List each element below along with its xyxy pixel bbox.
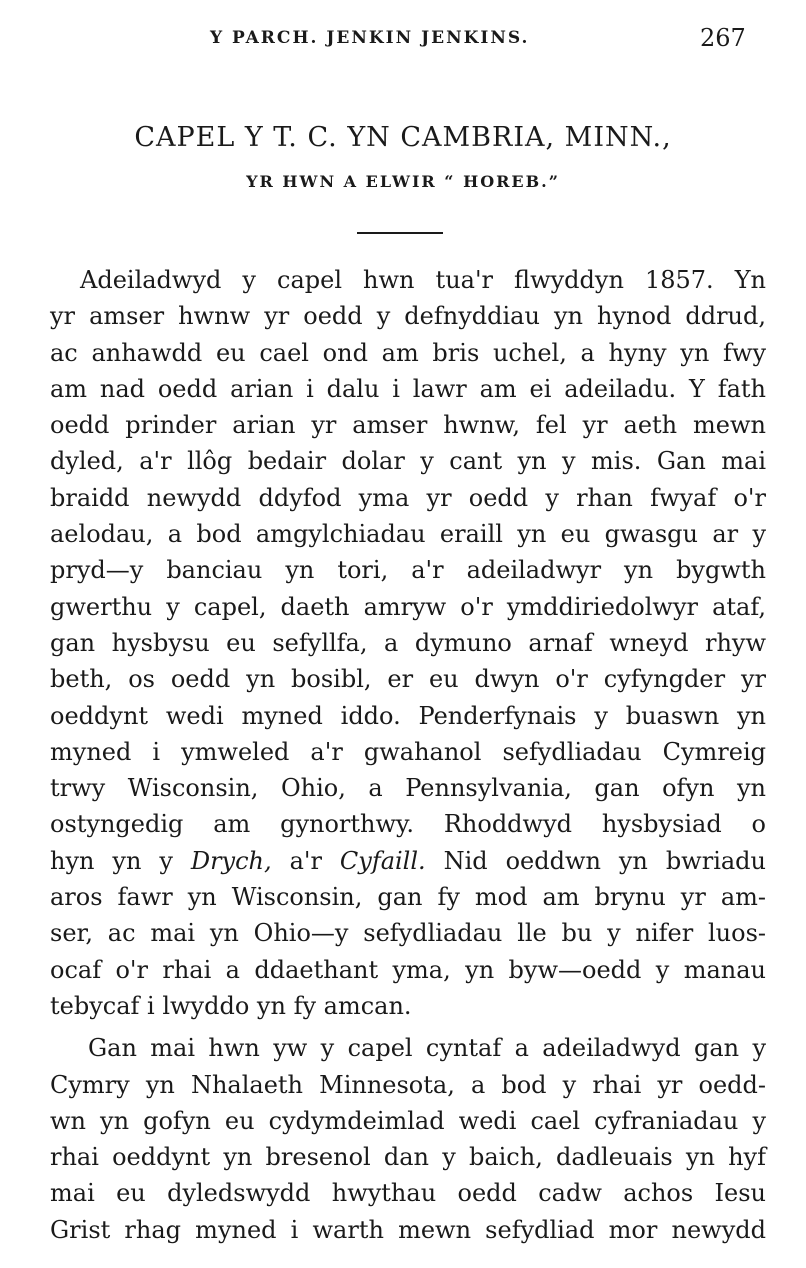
text-line: rhai oeddynt yn bresenol dan y baich, dadleuais yn hyf <box>50 1143 766 1172</box>
title-rule <box>357 232 443 234</box>
text-line: ac anhawdd eu cael ond am bris uchel, a hyny yn fwy <box>50 338 766 367</box>
text-line: pryd—y banciau yn tori, a'r adeiladwyr yn bygwth <box>50 556 766 585</box>
text-line: Grist rhag myned i warth mewn sefydliad mor newydd <box>50 1215 766 1244</box>
text-line: Cymry yn Nhalaeth Minnesota, a bod y rhai yr oedd- <box>50 1070 766 1099</box>
text-line: dyled, a'r llôg bedair dolar y cant yn y mis. Gan mai <box>50 447 766 476</box>
text-line: oedd prinder arian yr amser hwnw, fel yr aeth mewn <box>50 411 766 440</box>
paragraph-1 <box>50 262 766 1024</box>
page-number: 267 <box>700 24 746 52</box>
text-line: braidd newydd ddyfod yma yr oedd y rhan fwyaf o'r <box>50 483 766 512</box>
chapter-title: CAPEL Y T. C. YN CAMBRIA, MINN., <box>134 122 672 153</box>
text-line: am nad oedd arian i dalu i lawr am ei adeiladu. Y fath <box>50 374 766 403</box>
text-line: yr amser hwnw yr oedd y defnyddiau yn hynod ddrud, <box>50 302 766 331</box>
periodical-cyfaill: Cyfaill. <box>339 846 426 875</box>
text-fragment: hyn yn y <box>50 846 191 875</box>
text-line: beth, os oedd yn bosibl, er eu dwyn o'r cyfyngder yr <box>50 665 766 694</box>
text-line-italic-refs <box>50 843 766 879</box>
text-line: tebycaf i lwyddo yn fy amcan. <box>50 991 412 1020</box>
text-line: Gan mai hwn yw y capel cyntaf a adeiladwyd gan y <box>88 1034 766 1063</box>
text-fragment: Nid oeddwn yn bwriadu <box>425 846 766 875</box>
paragraph-2 <box>50 1030 766 1248</box>
text-line: wn yn gofyn eu cydymdeimlad wedi cael cyfraniadau y <box>50 1106 766 1135</box>
text-line: gwerthu y capel, daeth amryw o'r ymddiriedolwyr ataf, <box>50 592 766 621</box>
text-fragment: a'r <box>271 846 340 875</box>
text-line: aelodau, a bod amgylchiadau eraill yn eu gwasgu ar y <box>50 520 766 549</box>
running-head <box>0 24 806 56</box>
text-line: Adeiladwyd y capel hwn tua'r flwyddyn 1857. Yn <box>80 266 766 294</box>
text-line: myned i ymweled a'r gwahanol sefydliadau Cymreig <box>50 737 766 766</box>
chapter-subtitle: YR HWN A ELWIR “ HOREB.” <box>246 172 560 191</box>
running-title: Y PARCH. JENKIN JENKINS. <box>210 28 530 48</box>
text-line: oeddynt wedi myned iddo. Penderfynais y buaswn yn <box>50 701 766 730</box>
text-line: trwy Wisconsin, Ohio, a Pennsylvania, gan ofyn yn <box>50 774 766 803</box>
text-line: ostyngedig am gynorthwy. Rhoddwyd hysbysiad o <box>50 810 766 839</box>
text-line: ocaf o'r rhai a ddaethant yma, yn byw—oedd y manau <box>50 955 766 984</box>
text-line: mai eu dyledswydd hwythau oedd cadw achos Iesu <box>50 1179 766 1208</box>
text-line: ser, ac mai yn Ohio—y sefydliadau lle bu y nifer luos- <box>50 919 766 948</box>
text-line: aros fawr yn Wisconsin, gan fy mod am brynu yr am- <box>50 883 766 912</box>
text-line: gan hysbysu eu sefyllfa, a dymuno arnaf wneyd rhyw <box>50 628 766 657</box>
periodical-drych: Drych, <box>190 846 272 875</box>
body-text <box>50 262 766 1248</box>
